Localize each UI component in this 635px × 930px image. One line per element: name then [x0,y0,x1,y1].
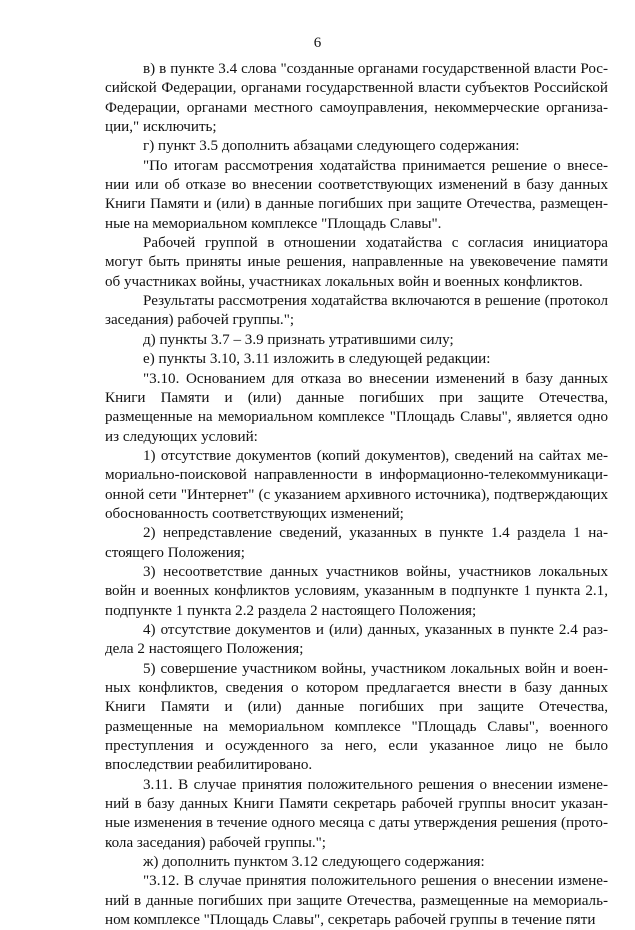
paragraph-d-repeal: д) пункты 3.7 – 3.9 признать утратившими силу; [143,331,454,348]
paragraph-other-decisions: Рабочей группой в отношении ходатайства с согласия инициатора могут быть приняты иные решения, направленные на увековечение памяти об участниках войны, участниках локальных войн и военных конфликтов. [105,235,608,290]
paragraph-ground-1: 1) отсутствие документов (копий документов), сведений на сайтах мемориально-поисковой направленности в информационно-телекоммуникационной сети "Интернет" (с указанием архивного источника), подтверждающих обоснованность соответствующих изменений; [105,447,608,522]
paragraph-ground-3: 3) несоответствие данных участников войны, участников локальных войн и военных конфликтов условиям, указанным в подпункте 1 пункта 2.1, подпункте 1 пункта 2.2 раздела 2 настоящего Положения; [105,563,608,619]
page-number: 6 [313,35,322,51]
paragraph-g-clause-3-5: г) пункт 3.5 дополнить абзацами следующего содержания: [143,138,520,155]
document-body [105,60,608,930]
paragraph-ground-5: 5) совершение участником войны, участником локальных войн и военных конфликтов, сведения о котором предлагается внести в базу данных Книги Памяти и (или) данные погибших при защите Отечества, размещенные на мемориальном комплексе "Площадь Славы", военного преступления и осужденного за него, если указанное лицо не было впоследствии реабилитировано. [105,660,608,774]
paragraph-e-new-wording: е) пункты 3.10, 3.11 изложить в следующей редакции: [143,351,491,368]
paragraph-3-12: "3.12. В случае принятия положительного решения о внесении изменений в данные погибших при защите Отечества, размещенные на мемориальном комплексе "Площадь Славы", секретарь рабочей группы в течение пяти [105,873,608,929]
paragraph-review-results: Результаты рассмотрения ходатайства включаются в решение (протокол заседания) рабочей группы."; [105,293,608,329]
paragraph-ground-4: 4) отсутствие документов и (или) данных, указанных в пункте 2.4 раздела 2 настоящего Положения; [105,621,608,658]
paragraph-zh-clause-3-12: ж) дополнить пунктом 3.12 следующего содержания: [143,854,485,871]
paragraph-3-10-grounds: "3.10. Основанием для отказа во внесении изменений в базу данных Книги Памяти и (или) данные погибших при защите Отечества, размещенные на мемориальном комплексе "Площадь Славы", является одно из следующих условий: [105,370,608,445]
paragraph-3-11: 3.11. В случае принятия положительного решения о внесении изменений в базу данных Книги Памяти секретарь рабочей группы вносит указанные изменения в течение одного месяца с даты утверждения решения (протокола заседания) рабочей группы."; [105,776,608,851]
paragraph-ground-2: 2) непредставление сведений, указанных в пункте 1.4 раздела 1 настоящего Положения; [105,525,608,561]
paragraph-v-clause-3-4: в) в пункте 3.4 слова "созданные органами государственной власти Российской Федерации, органами государственной власти субъектов Российской Федерации, органами местного самоуправления, некоммерческие организации," исключить; [105,61,608,136]
paragraph-review-decision: "По итогам рассмотрения ходатайства принимается решение о внесении или об отказе во внесении соответствующих изменений в базу данных Книги Памяти и (или) в данные погибших при защите Отечества, размещенные на мемориальном комплексе "Площадь Славы". [105,157,608,232]
